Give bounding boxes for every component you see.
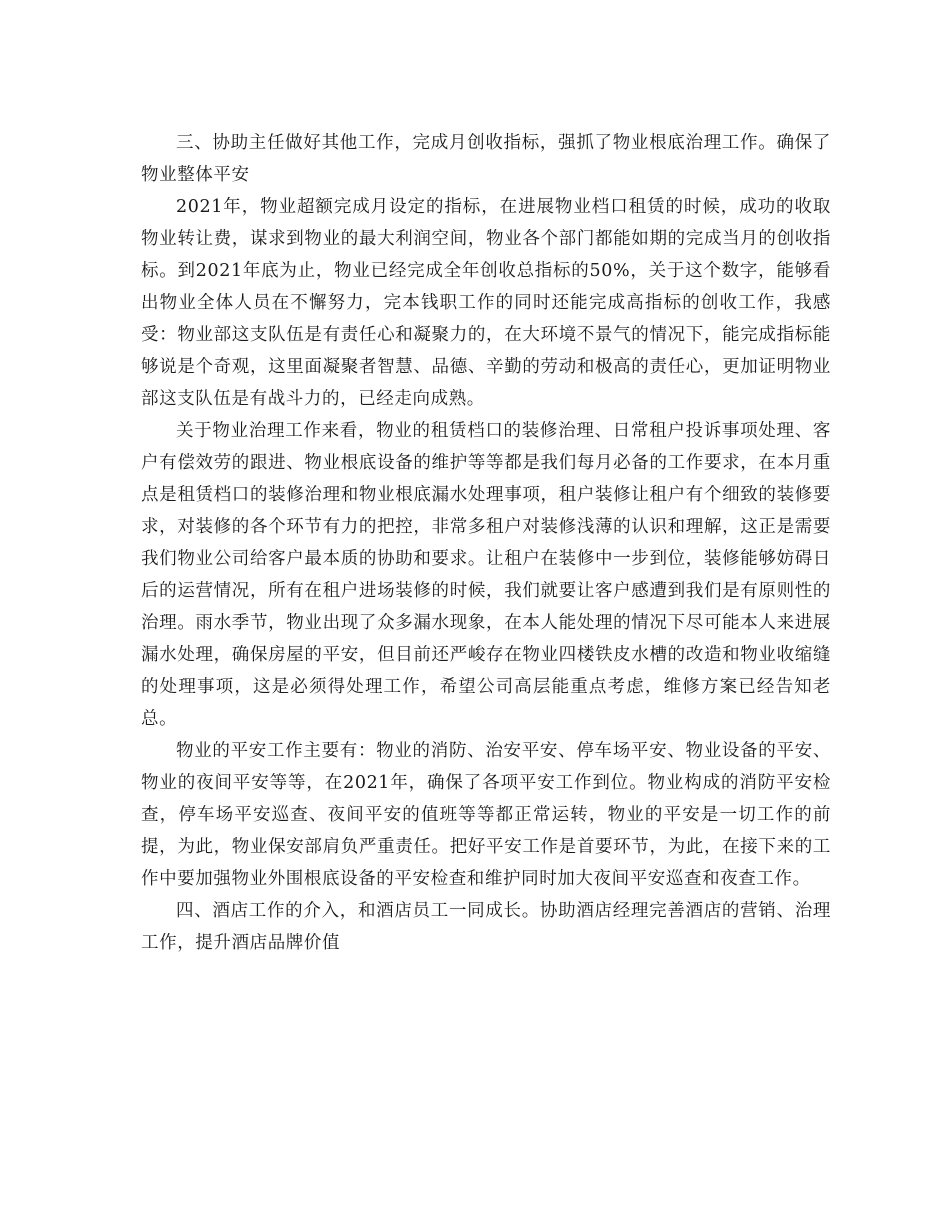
paragraph-safety-work: 物业的平安工作主要有：物业的消防、治安平安、停车场平安、物业设备的平安、物业的夜间平安等等，在2021年，确保了各项平安工作到位。物业构成的消防平安检查，停车场平安巡查、夜间平安的值班等等都正常运转，物业的平安是一切工作的前提，为此，物业保安部肩负严重责任。把好平安工作是首要环节，为此，在接下来的工作中要加强物业外围根底设备的平安检查和维护同时加大夜间平安巡查和夜查工作。 — [141, 741, 831, 889]
document-body — [141, 127, 831, 959]
section-three-heading: 三、协助主任做好其他工作，完成月创收指标，强抓了物业根底治理工作。确保了物业整体平安 — [141, 133, 831, 185]
paragraph-property-management: 关于物业治理工作来看，物业的租赁档口的装修治理、日常租户投诉事项处理、客户有偿效劳的跟进、物业根底设备的维护等等都是我们每月必备的工作要求，在本月重点是租赁档口的装修治理和物业根底漏水处理事项，租户装修让租户有个细致的装修要求，对装修的各个环节有力的把控，非常多租户对装修浅薄的认识和理解，这正是需要我们物业公司给客户最本质的协助和要求。让租户在装修中一步到位，装修能够妨碍日后的运营情况，所有在租户进场装修的时候，我们就要让客户感遭到我们是有原则性的治理。雨水季节，物业出现了众多漏水现象，在本人能处理的情况下尽可能本人来进展漏水处理，确保房屋的平安，但目前还严峻存在物业四楼铁皮水槽的改造和物业收缩缝的处理事项，这是必须得处理工作，希望公司高层能重点考虑，维修方案已经告知老总。 — [141, 421, 831, 729]
paragraph-revenue-targets: 2021年，物业超额完成月设定的指标，在进展物业档口租赁的时候，成功的收取物业转让费，谋求到物业的最大利润空间，物业各个部门都能如期的完成当月的创收指标。到2021年底为止，物业已经完成全年创收总指标的50%，关于这个数字，能够看出物业全体人员在不懈努力，完本钱职工作的同时还能完成高指标的创收工作，我感受：物业部这支队伍是有责任心和凝聚力的，在大环境不景气的情况下，能完成指标能够说是个奇观，这里面凝聚者智慧、品德、辛勤的劳动和极高的责任心，更加证明物业部这支队伍是有战斗力的，已经走向成熟。 — [141, 197, 831, 409]
section-four-heading: 四、酒店工作的介入，和酒店员工一同成长。协助酒店经理完善酒店的营销、治理工作，提升酒店品牌价值 — [141, 901, 831, 953]
